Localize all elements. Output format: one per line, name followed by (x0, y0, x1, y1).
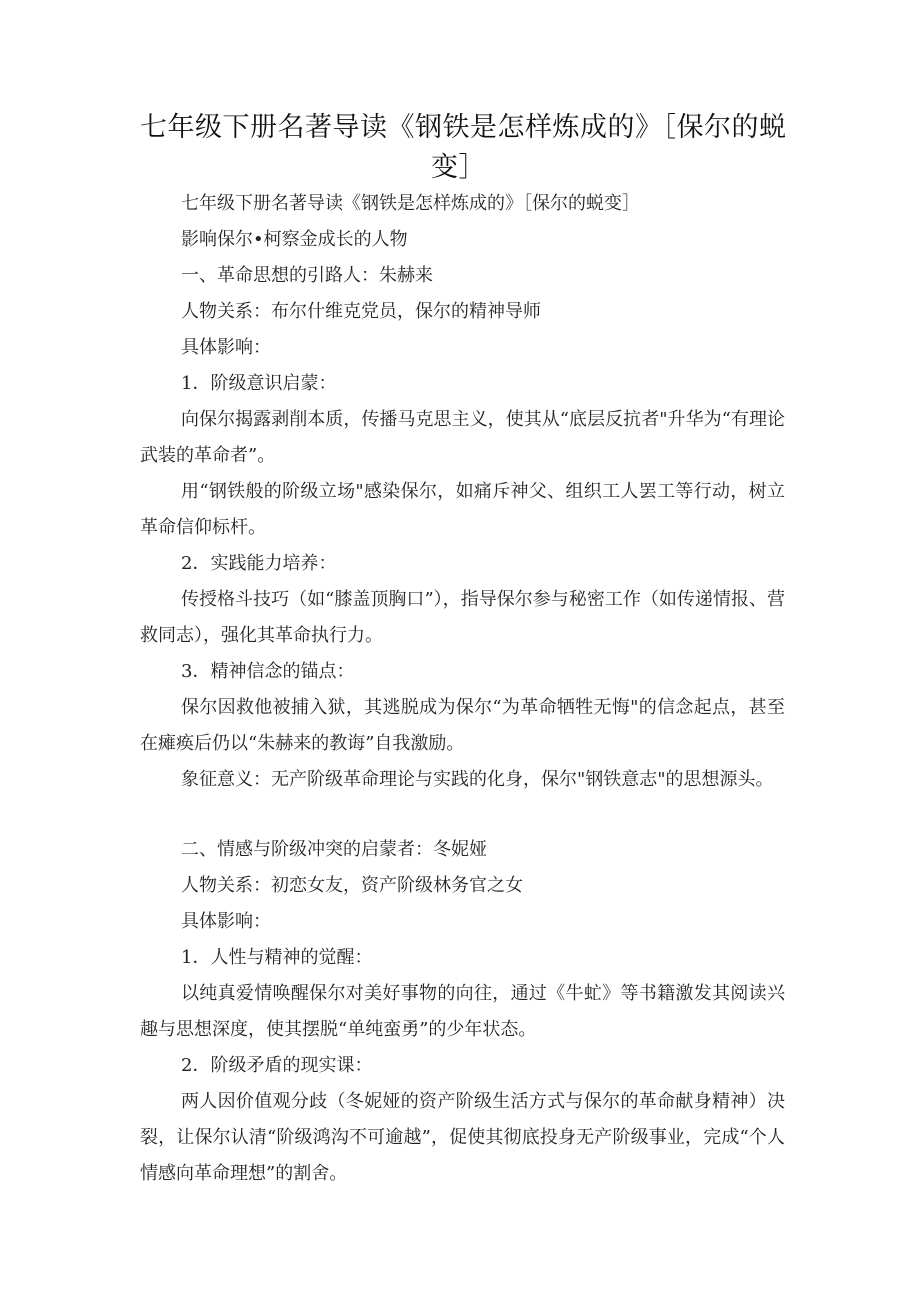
section1-item1-paragraph2: 用“钢铁般的阶级立场"感染保尔，如痛斥神父、组织工人罢工等行动，树立革命信仰标杆。 (140, 481, 785, 538)
section1-item2-title: 2．实践能力培养： (181, 553, 337, 574)
section1-influence-label: 具体影响： (181, 337, 271, 358)
section2-relation: 人物关系：初恋女友，资产阶级林务官之女 (181, 875, 523, 896)
title-line-2: 变］ (431, 152, 486, 183)
subtitle: 七年级下册名著导读《钢铁是怎样炼成的》［保尔的蜕变］ (181, 193, 640, 214)
section1-item3-title: 3．精神信念的锚点： (181, 661, 355, 682)
document-body (140, 186, 785, 1192)
section2-heading: 二、情感与阶级冲突的启蒙者：冬妮娅 (181, 839, 487, 860)
section2-item2-paragraph1: 两人因价值观分歧（冬妮娅的资产阶级生活方式与保尔的革命献身精神）决裂，让保尔认清“阶级鸿沟不可逾越”，促使其彻底投身无产阶级事业，完成“个人情感向革命理想”的割舍。 (140, 1091, 785, 1184)
intro-heading: 影响保尔•柯察金成长的人物 (181, 229, 408, 250)
title-line-1: 七年级下册名著导读《钢铁是怎样炼成的》［保尔的蜕 (140, 112, 787, 143)
section1-item2-paragraph1: 传授格斗技巧（如“膝盖顶胸口”），指导保尔参与秘密工作（如传递情报、营救同志），强化其革命执行力。 (140, 589, 785, 646)
document-title (140, 108, 800, 188)
section-gap (140, 798, 785, 832)
section1-symbol: 象征意义：无产阶级革命理论与实践的化身，保尔"钢铁意志"的思想源头。 (181, 769, 774, 790)
section2-item1-paragraph1: 以纯真爱情唤醒保尔对美好事物的向往，通过《牛虻》等书籍激发其阅读兴趣与思想深度，使其摆脱“单纯蛮勇”的少年状态。 (140, 983, 785, 1040)
section1-item3-paragraph1: 保尔因救他被捕入狱，其逃脱成为保尔“为革命牺牲无悔"的信念起点，甚至在瘫痪后仍以“朱赫来的教诲”自我激励。 (140, 697, 785, 754)
section1-heading: 一、革命思想的引路人：朱赫来 (181, 265, 433, 286)
section2-item1-title: 1．人性与精神的觉醒： (181, 947, 373, 968)
section1-item1-title: 1．阶级意识启蒙： (181, 373, 337, 394)
section2-item2-title: 2．阶级矛盾的现实课： (181, 1055, 373, 1076)
section1-item1-paragraph1: 向保尔揭露剥削本质，传播马克思主义，使其从“底层反抗者"升华为“有理论武装的革命者”。 (140, 409, 785, 466)
section2-influence-label: 具体影响： (181, 911, 271, 932)
section1-relation: 人物关系：布尔什维克党员，保尔的精神导师 (181, 301, 541, 322)
